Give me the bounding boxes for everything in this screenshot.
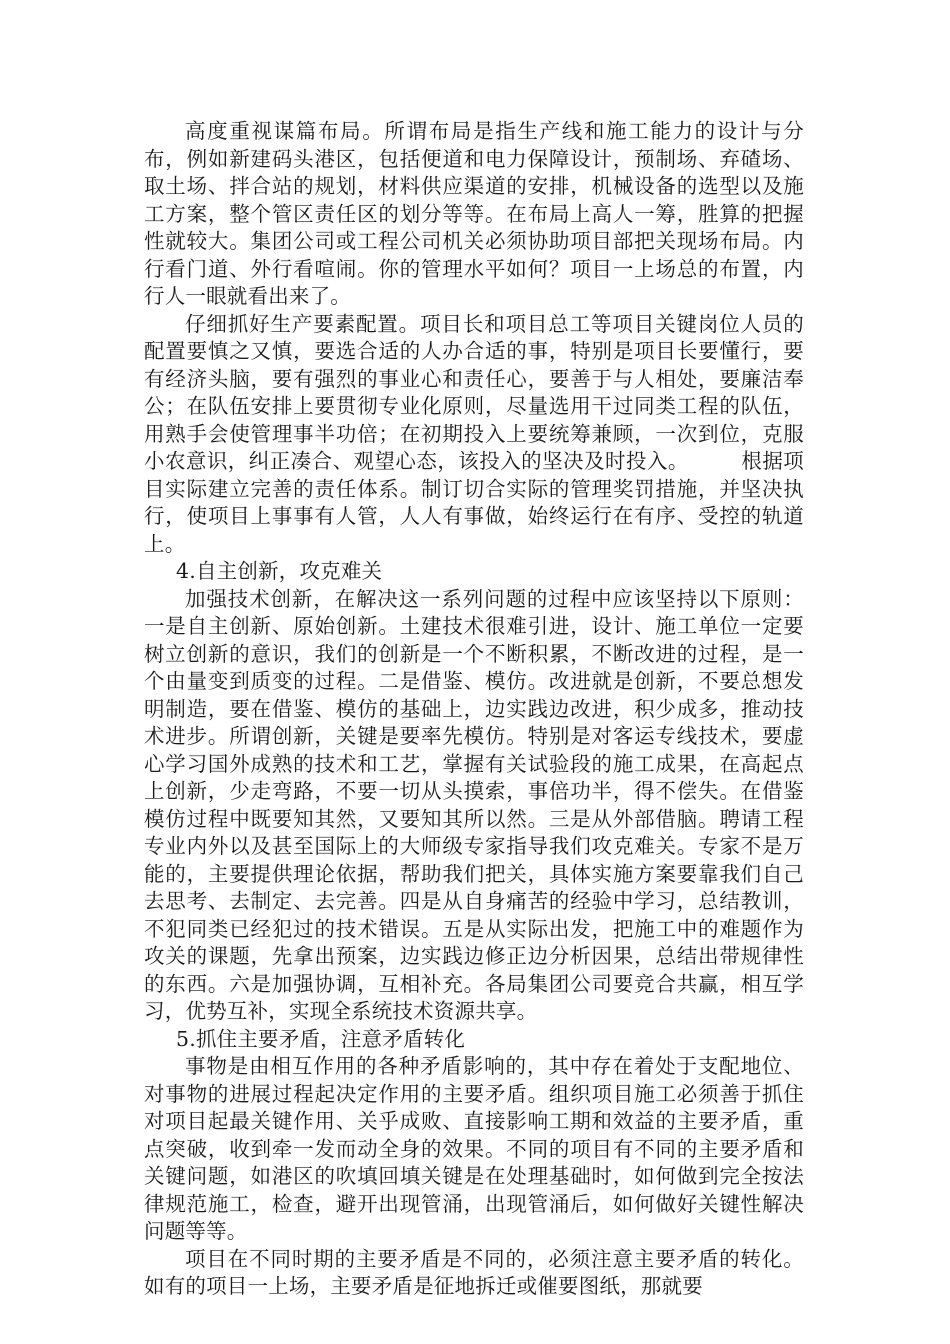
paragraph-contradiction-transformation: 项目在不同时期的主要矛盾是不同的，必须注意主要矛盾的转化。如有的项目一上场，主要矛盾是征地拆迁或催要图纸，那就要 bbox=[144, 1246, 804, 1298]
paragraph-resource-allocation: 仔细抓好生产要素配置。项目长和项目总工等项目关键岗位人员的配置要慎之又慎，要选合适的人办合适的事，特别是项目长要懂行，要有经济头脑，要有强烈的事业心和责任心，要善于与人相处，要廉洁奉公；在队伍安排上要贯彻专业化原则，尽量选用干过同类工程的队伍，用熟手会使管理事半功倍；在初期投入上要统筹兼顾，一次到位，克服小农意识，纠正凑合、观望心态，该投入的坚决及时投入。 根据项目实际建立完善的责任体系。制订切合实际的管理奖罚措施，并坚决执行，使项目上事事有人管，人人有事做，始终运行在有序、受控的轨道上。 bbox=[144, 311, 804, 556]
section-heading-4: 4.自主创新，攻克难关 bbox=[176, 559, 383, 583]
document-body bbox=[144, 118, 804, 1301]
paragraph-innovation: 加强技术创新，在解决这一系列问题的过程中应该坚持以下原则：一是自主创新、原始创新。土建技术很难引进，设计、施工单位一定要树立创新的意识，我们的创新是一个不断积累，不断改进的过程，是一个由量变到质变的过程。二是借鉴、模仿。改进就是创新，不要总想发明制造，要在借鉴、模仿的基础上，边实践边改进，积少成多，推动技术进步。所谓创新，关键是要率先模仿。特别是对客运专线技术，要虚心学习国外成熟的技术和工艺，掌握有关试验段的施工成果，在高起点上创新，少走弯路，不要一切从头摸索，事倍功半，得不偿失。在借鉴模仿过程中既要知其然，又要知其所以然。三是从外部借脑。聘请工程专业内外以及甚至国际上的大师级专家指导我们攻克难关。专家不是万能的，主要提供理论依据，帮助我们把关，具体实施方案要靠我们自己去思考、去制定、去完善。四是从自身痛苦的经验中学习，总结教训，不犯同类已经犯过的技术错误。五是从实际出发，把施工中的难题作为攻关的课题，先拿出预案，边实践边修正边分析因果，总结出带规律性的东西。六是加强协调，互相补充。各局集团公司要竞合共赢，相互学习，优势互补，实现全系统技术资源共享。 bbox=[144, 586, 804, 1023]
section-heading-5: 5.抓住主要矛盾，注意矛盾转化 bbox=[176, 1026, 466, 1051]
paragraph-layout: 高度重视谋篇布局。所谓布局是指生产线和施工能力的设计与分布，例如新建码头港区，包括便道和电力保障设计，预制场、弃碴场、取土场、拌合站的规划，材料供应渠道的安排，机械设备的选型以及施工方案，整个管区责任区的划分等等。在布局上高人一筹，胜算的把握性就较大。集团公司或工程公司机关必须协助项目部把关现场布局。内行看门道、外行看喧闹。你的管理水平如何？项目一上场总的布置，内行人一眼就看出来了。 bbox=[144, 119, 804, 308]
paragraph-main-contradiction: 事物是由相互作用的各种矛盾影响的，其中存在着处于支配地位、对事物的进展过程起决定作用的主要矛盾。组织项目施工必须善于抓住对项目起最关键作用、关乎成败、直接影响工期和效益的主要矛盾，重点突破，收到牵一发而动全身的效果。不同的项目有不同的主要矛盾和关键问题，如港区的吹填回填关键是在处理基础时，如何做到完全按法律规范施工，检查，避开出现管涌，出现管涌后，如何做好关键性解决问题等等。 bbox=[144, 1054, 804, 1243]
